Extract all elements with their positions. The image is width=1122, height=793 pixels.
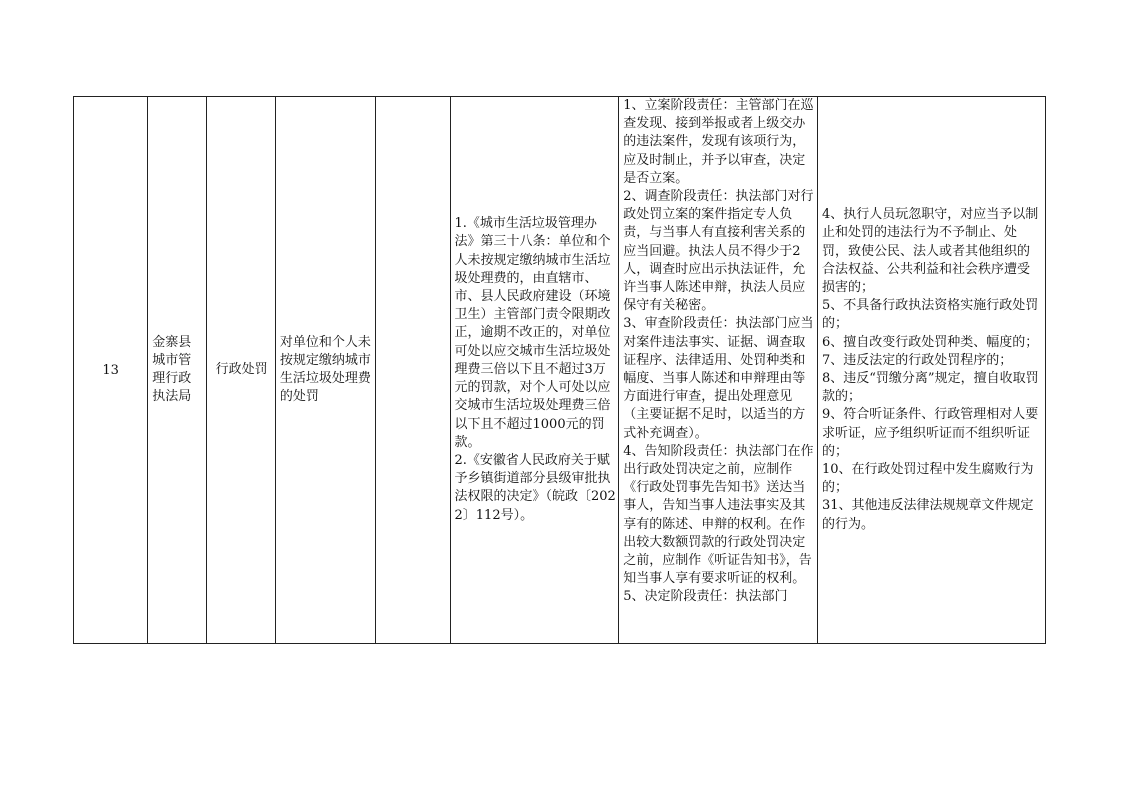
power-type-text: 行政处罚 (215, 361, 268, 377)
legal-basis-paragraph: 1.《城市生活垃圾管理办法》第三十八条：单位和个人未按规定缴纳城市生活垃圾处理费的，由直辖市、市、县人民政府建设（环境卫生）主管部门责令限期改正，逾期不改正的，对单位可处以应交城市生活垃圾处理费三倍以下且不超过3万元的罚款，对个人可处以应交城市生活垃圾处理费三倍以下且不超过1000元的罚款。 (454, 216, 611, 450)
table-row (74, 97, 1046, 644)
legal-basis-text (451, 215, 619, 524)
accountability-paragraph: 7、违反法定的行政处罚程序的； (822, 352, 1013, 368)
department-cell (148, 97, 206, 644)
accountability-paragraph: 5、不具备行政执法资格实施行政处罚的； (822, 298, 1039, 332)
accountability-paragraph: 4、执行人员玩忽职守，对应当予以制止和处罚的违法行为不予制止、处罚，致使公民、法人或者其他组织的合法权益、公共利益和社会秩序遭受损害的； (822, 207, 1039, 295)
responsibility-paragraph: 4、告知阶段责任：执法部门在作出行政处罚决定之前，应制作《行政处罚事先告知书》送达当事人，告知当事人违法事实及其享有的陈述、申辩的权利。在作出较大数额罚款的行政处罚决定之前，应制作《听证告知书》，告知当事人享有要求听证的权利。 (623, 443, 814, 587)
accountability-paragraph: 8、违反“罚缴分离”规定，擅自收取罚款的； (822, 371, 1039, 405)
row-number (74, 97, 148, 644)
department-text: 金寨县城市管理行政执法局 (152, 334, 192, 405)
power-list-table (73, 96, 1046, 644)
accountability-cell (818, 97, 1046, 644)
legal-basis-paragraph: 2.《安徽省人民政府关于赋予乡镇街道部分县级审批执法权限的决定》（皖政〔2022〕112号）。 (454, 452, 616, 523)
power-type-cell (206, 97, 275, 644)
responsibility-paragraph: 1、立案阶段责任：主管部门在巡查发现、接到举报或者上级交办的违法案件，发现有该项行为，应及时制止，并予以审查，决定是否立案。 (623, 98, 814, 186)
accountability-paragraph: 6、擅自改变行政处罚种类、幅度的； (822, 334, 1039, 350)
accountability-paragraph: 31、其他违反法律法规规章文件规定的行为。 (822, 498, 1034, 532)
responsibility-paragraph: 2、调查阶段责任：执法部门对行政处罚立案的案件指定专人负责，与当事人有直接利害关系的应当回避。执法人员不得少于2人，调查时应出示执法证件，允许当事人陈述申辩，执法人员应保守有关秘密。 (623, 189, 814, 314)
accountability-text (818, 206, 1045, 534)
responsibility-paragraph: 3、审查阶段责任：执法部门应当对案件违法事实、证据、调查取证程序、法律适用、处罚种类和幅度、当事人陈述和申辩理由等方面进行审查，提出处理意见（主要证据不足时，以适当的方式补充调查）。 (623, 316, 814, 441)
item-name-cell (275, 97, 375, 644)
accountability-paragraph: 10、在行政处罚过程中发生腐败行为的； (822, 462, 1034, 496)
responsibility-cell (619, 97, 818, 644)
row-number-text: 13 (102, 362, 119, 378)
sub-item-cell (376, 97, 450, 644)
accountability-paragraph: 9、符合听证条件、行政管理相对人要求听证，应予组织听证而不组织听证的； (822, 407, 1039, 459)
legal-basis-cell (450, 97, 619, 644)
responsibility-paragraph: 5、决定阶段责任：执法部门 (623, 589, 788, 605)
responsibility-text (619, 97, 817, 643)
item-name-text: 对单位和个人未按规定缴纳城市生活垃圾处理费的处罚 (279, 334, 371, 405)
